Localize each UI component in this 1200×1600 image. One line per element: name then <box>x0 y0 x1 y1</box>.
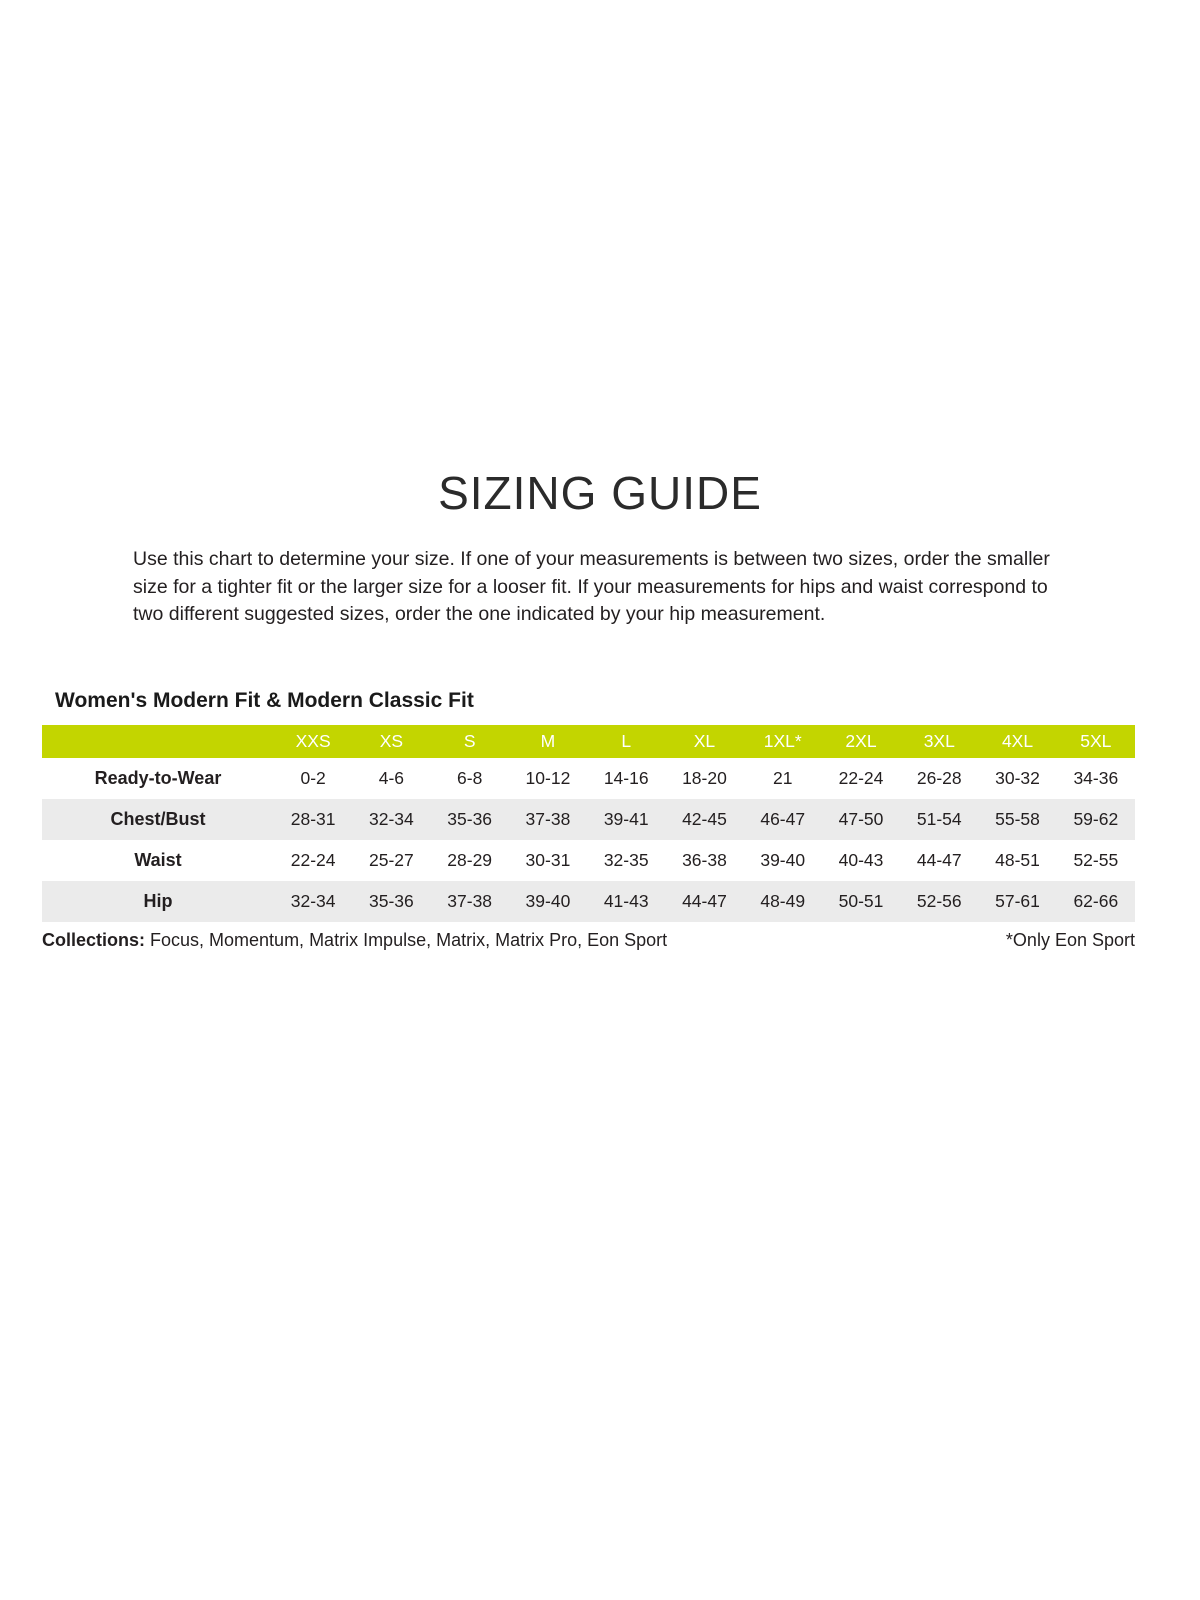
page-title: SIZING GUIDE <box>438 467 762 519</box>
size-column-header: 3XL <box>900 725 978 758</box>
size-cell: 30-31 <box>525 850 571 871</box>
size-cell: 18-20 <box>682 768 727 789</box>
table-row <box>42 840 1135 881</box>
size-column-header: XS <box>352 725 430 758</box>
size-cell: 39-40 <box>760 850 806 871</box>
size-cell: 46-47 <box>744 799 822 840</box>
size-cell: 48-49 <box>744 881 822 922</box>
size-cell: 44-47 <box>665 881 743 922</box>
size-cell: 22-24 <box>838 768 884 789</box>
size-table-body <box>42 758 1135 922</box>
size-cell: 28-31 <box>274 799 352 840</box>
size-cell: 48-51 <box>995 850 1040 871</box>
size-cell: 14-16 <box>603 768 649 789</box>
size-cell: 25-27 <box>369 850 414 871</box>
size-cell: 39-41 <box>587 799 665 840</box>
size-column-header: M <box>509 725 587 758</box>
size-column-header: XL <box>665 725 743 758</box>
size-cell: 26-28 <box>916 768 962 789</box>
table-row <box>42 881 1135 922</box>
collections-line <box>42 930 1135 951</box>
row-label: Chest/Bust <box>42 799 274 840</box>
collections-label: Collections: <box>42 930 146 951</box>
size-cell: 22-24 <box>290 850 336 871</box>
row-label: Ready-to-Wear <box>94 768 222 789</box>
size-column-header: 5XL <box>1057 725 1135 758</box>
size-cell: 28-29 <box>447 850 493 871</box>
collections-text <box>42 930 667 951</box>
size-column-header: XXS <box>274 725 352 758</box>
size-cell: 47-50 <box>822 799 900 840</box>
intro-text: Use this chart to determine your size. If one of your measurements is between two sizes, order the smaller size for a tighter fit or the larger size for a looser fit. If your measurements for hips and waist correspond to two different suggested sizes, order the one indicated by your hip measurement. <box>133 548 1050 626</box>
table-row <box>42 799 1135 840</box>
size-cell: 10-12 <box>525 768 571 789</box>
size-cell: 30-32 <box>995 768 1040 789</box>
size-cell: 52-56 <box>900 881 978 922</box>
size-cell: 32-35 <box>603 850 649 871</box>
size-cell: 39-40 <box>509 881 587 922</box>
size-cell: 34-36 <box>1073 768 1119 789</box>
size-cell: 59-62 <box>1057 799 1135 840</box>
size-cell: 32-34 <box>274 881 352 922</box>
size-cell: 21 <box>772 768 793 789</box>
size-cell: 42-45 <box>665 799 743 840</box>
collections-value: Focus, Momentum, Matrix Impulse, Matrix, Matrix Pro, Eon Sport <box>145 930 668 951</box>
section-title: Women's Modern Fit & Modern Classic Fit <box>55 689 474 713</box>
table-row <box>42 758 1135 799</box>
size-cell: 44-47 <box>916 850 962 871</box>
size-table <box>42 725 1135 922</box>
size-cell: 41-43 <box>587 881 665 922</box>
size-cell: 6-8 <box>457 768 483 789</box>
size-cell: 35-36 <box>352 881 430 922</box>
size-cell: 0-2 <box>300 768 326 789</box>
size-column-header: 2XL <box>822 725 900 758</box>
size-cell: 62-66 <box>1057 881 1135 922</box>
size-cell: 51-54 <box>900 799 978 840</box>
header-corner-cell <box>42 725 274 758</box>
size-table-header <box>42 725 1135 758</box>
size-cell: 35-36 <box>431 799 509 840</box>
size-cell: 37-38 <box>431 881 509 922</box>
size-cell: 40-43 <box>838 850 884 871</box>
size-cell: 50-51 <box>822 881 900 922</box>
footnote: *Only Eon Sport <box>1005 930 1135 951</box>
size-cell: 36-38 <box>682 850 727 871</box>
size-column-header: 1XL* <box>744 725 822 758</box>
size-cell: 52-55 <box>1073 850 1119 871</box>
size-header-row <box>42 725 1135 758</box>
size-cell: 55-58 <box>978 799 1056 840</box>
row-label: Waist <box>134 850 182 871</box>
size-cell: 4-6 <box>378 768 405 789</box>
size-column-header: S <box>431 725 509 758</box>
size-cell: 57-61 <box>978 881 1056 922</box>
size-column-header: L <box>587 725 665 758</box>
row-label: Hip <box>42 881 274 922</box>
size-cell: 37-38 <box>509 799 587 840</box>
size-cell: 32-34 <box>352 799 430 840</box>
size-column-header: 4XL <box>978 725 1056 758</box>
